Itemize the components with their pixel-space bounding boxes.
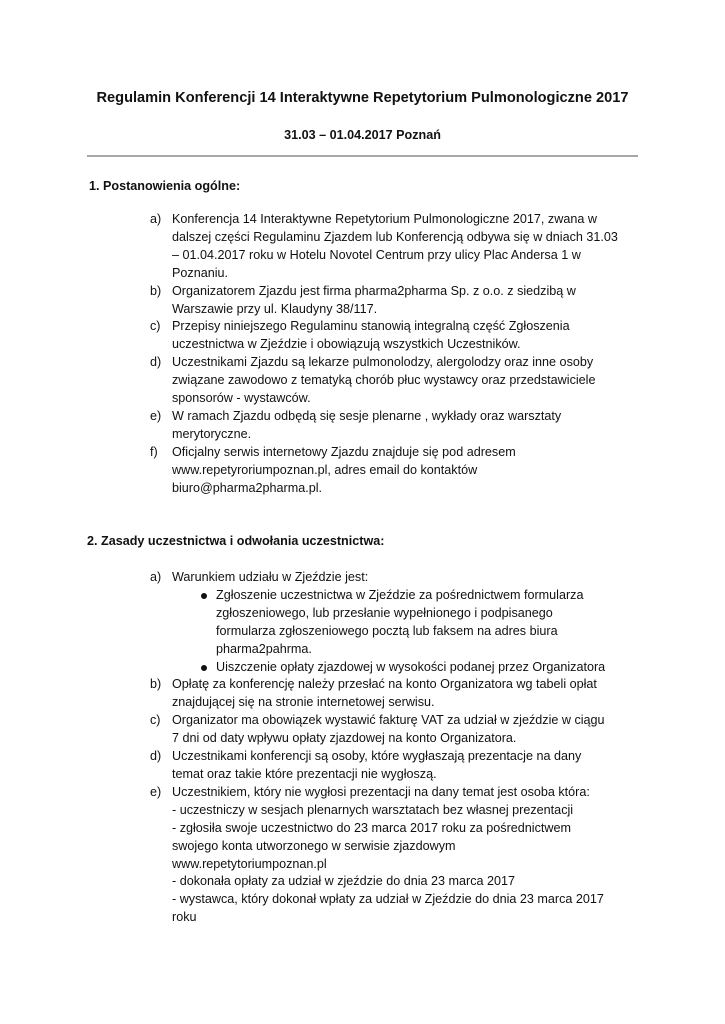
item-marker: a) (150, 570, 162, 584)
item-marker: a) (150, 212, 162, 226)
bullet-item (172, 587, 650, 659)
section-1-item-a (150, 211, 650, 283)
item-line: związane zawodowo z tematyką chorób płuc wystawcy oraz przedstawiciele (172, 373, 596, 388)
item-marker: d) (150, 355, 162, 370)
item-line: sponsorów - wystawców. (172, 391, 311, 406)
section-2-list (150, 569, 650, 927)
section-1-item-d (150, 354, 650, 408)
section-1-item-e (150, 408, 650, 444)
item-line: www.repetytoriumpoznan.pl (172, 856, 327, 871)
bullet-line: zgłoszeniowego, lub przesłanie wypełnionego i podpisanego (216, 605, 553, 620)
bullet-dot-icon (201, 665, 207, 671)
item-line: - dokonała opłaty za udział w zjeździe do dnia 23 marca 2017 (172, 874, 516, 889)
item-marker: c) (150, 713, 161, 728)
item-line: Oficjalny serwis internetowy Zjazdu znajduje się pod adresem (172, 444, 516, 459)
item-line: Konferencja 14 Interaktywne Repetytorium Pulmonologiczne 2017, zwana w (172, 212, 597, 226)
item-line: temat oraz takie które prezentacji nie wygłoszą. (172, 766, 437, 781)
item-marker: f) (150, 444, 158, 459)
section-2-bullet-list (172, 587, 650, 677)
bullet-line: pharma2pahrma. (216, 641, 312, 656)
item-line: 7 dni od daty wpływu opłaty zjazdowej na konto Organizatora. (172, 731, 517, 746)
item-line: - zgłosiła swoje uczestnictwo do 23 marca 2017 roku za pośrednictwem (172, 820, 571, 835)
item-line: Uczestnikami Zjazdu są lekarze pulmonolodzy, alergolodzy oraz inne osoby (172, 355, 594, 370)
item-line: swojego konta utworzonego w serwisie zjazdowym (172, 838, 456, 853)
item-line: Organizator ma obowiązek wystawić fakturę VAT za udział w zjeździe w ciągu (172, 713, 605, 728)
section-2-item-d (150, 748, 650, 784)
item-line: Przepisy niniejszego Regulaminu stanowią integralną część Zgłoszenia (172, 319, 570, 334)
section-1-item-f (150, 444, 650, 498)
item-line: roku (172, 910, 197, 925)
item-line: - uczestniczy w sesjach plenarnych warsztatach bez własnej prezentacji (172, 802, 574, 817)
section-2-heading: 2. Zasady uczestnictwa i odwołania uczestnictwa: (87, 534, 385, 548)
item-marker: e) (150, 784, 162, 799)
item-line: Poznaniu. (172, 265, 229, 280)
item-line: uczestnictwa w Zjeździe i obowiązują wszystkich Uczestników. (172, 337, 521, 352)
item-line: W ramach Zjazdu odbędą się sesje plenarne , wykłady oraz warsztaty (172, 408, 562, 423)
item-marker: c) (150, 319, 161, 334)
item-marker: b) (150, 677, 162, 692)
section-2-item-a (150, 569, 650, 676)
bullet-line: Zgłoszenie uczestnictwa w Zjeździe za pośrednictwem formularza (216, 587, 584, 602)
bullet-line: Uiszczenie opłaty zjazdowej w wysokości podanej przez Organizatora (216, 659, 606, 674)
item-line: znajdującej się na stronie internetowej serwisu. (172, 695, 435, 710)
section-1-list (150, 211, 650, 498)
item-line: Opłatę za konferencję należy przesłać na konto Organizatora wg tabeli opłat (172, 677, 597, 692)
item-marker: d) (150, 749, 162, 764)
bullet-line: formularza zgłoszeniowego pocztą lub faksem na adres biura (216, 623, 558, 638)
item-line: Uczestnikiem, który nie wygłosi prezentacji na dany temat jest osoba która: (172, 784, 590, 799)
item-marker: b) (150, 283, 162, 298)
section-2-item-e (150, 784, 650, 927)
item-line: www.repetyroriumpoznan.pl, adres email do kontaktów (172, 462, 478, 477)
item-line: Organizatorem Zjazdu jest firma pharma2pharma Sp. z o.o. z siedzibą w (172, 283, 576, 298)
section-1-item-b (150, 283, 650, 319)
item-line: – 01.04.2017 roku w Hotelu Novotel Centrum przy ulicy Plac Andersa 1 w (172, 247, 581, 262)
item-marker: e) (150, 408, 162, 423)
section-1-item-c (150, 318, 650, 354)
item-line: merytoryczne. (172, 426, 252, 441)
section-2-item-b (150, 676, 650, 712)
bullet-dot-icon (201, 593, 207, 599)
document-subtitle: 31.03 – 01.04.2017 Poznań (284, 128, 441, 142)
item-line: Uczestnikami konferencji są osoby, które wygłaszają prezentacje na dany (172, 749, 582, 764)
item-line: Warunkiem udziału w Zjeździe jest: (172, 570, 369, 584)
item-line: Warszawie przy ul. Klaudyny 38/117. (172, 301, 378, 316)
bullet-item (172, 659, 650, 677)
document-title: Regulamin Konferencji 14 Interaktywne Repetytorium Pulmonologiczne 2017 (96, 90, 629, 106)
item-line: biuro@pharma2pharma.pl. (172, 480, 322, 495)
item-line: dalszej części Regulaminu Zjazdem lub Konferencją odbywa się w dniach 31.03 (172, 229, 618, 244)
section-2-item-c (150, 712, 650, 748)
header-divider (87, 155, 638, 157)
item-line: - wystawca, który dokonał wpłaty za udział w Zjeździe do dnia 23 marca 2017 (172, 892, 604, 907)
section-1-heading: 1. Postanowienia ogólne: (89, 179, 241, 193)
